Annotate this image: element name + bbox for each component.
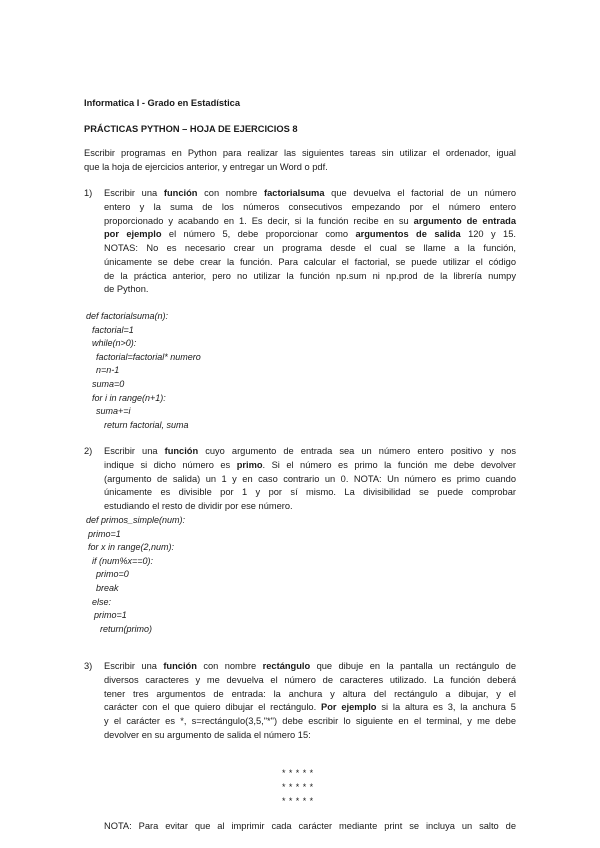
text-line (104, 660, 516, 674)
intro-paragraph (84, 147, 516, 175)
text-line (104, 688, 516, 702)
text-segment: con nombre (196, 661, 263, 671)
exercise-3-note (104, 820, 516, 834)
text-segment: . Si el número es primo la función me debe devolver (262, 459, 516, 470)
terminal-output-example (282, 766, 362, 808)
text-line (104, 242, 516, 256)
bold-term: primo (236, 459, 263, 470)
text-line (104, 228, 516, 242)
bold-term: argumentos de salida (355, 229, 461, 240)
text-segment: tener tres argumentos de entrada: la anchura y altura del rectángulo a dibujar, y el (104, 688, 516, 699)
text-line (104, 674, 516, 688)
code-line: primo=1 (88, 528, 121, 539)
text-segment: el número 5, debe proporcionar como (161, 229, 356, 240)
exercise-number: 3) (84, 661, 93, 671)
text-line (104, 215, 516, 229)
text-line (104, 729, 516, 743)
exercise-statement (104, 187, 516, 297)
code-line: suma=0 (92, 378, 125, 389)
text-line (84, 161, 516, 175)
bold-term: argumento de entrada (413, 215, 516, 226)
code-line: factorial=1 (92, 324, 134, 335)
code-line: def factorialsuma(n): (86, 311, 169, 321)
code-line: def primos_simple(num): (86, 515, 186, 525)
exercise-statement (104, 660, 516, 743)
text-line (104, 500, 516, 514)
text-segment: de la práctica anterior, pero no utilizar la función np.sum ni np.prod de la librería numpy (104, 270, 516, 281)
text-line (104, 270, 516, 284)
code-line: while(n>0): (92, 338, 137, 349)
code-line: if (num%x==0): (92, 555, 154, 566)
text-segment: únicamente es divisible por 1 y por sí mismo. La divisibilidad se puede comprobar (104, 487, 516, 498)
text-segment: si la altura es 3, la anchura 5 (376, 702, 516, 713)
code-line: for i in range(n+1): (92, 392, 166, 403)
text-segment: que la hoja de ejercicios anterior, y entregar un Word o pdf. (84, 161, 328, 172)
bold-term: por ejemplo (104, 229, 162, 240)
code-line: return(primo) (100, 623, 153, 634)
bold-term: factorialsuma (264, 188, 325, 198)
bold-term: función (164, 446, 199, 456)
text-segment: (argumento de salida) un 1 y en caso contrario un 0. NOTA: Un número es primo cuando (104, 473, 516, 484)
text-segment: Escribir una (104, 446, 165, 456)
text-line (84, 147, 516, 161)
code-line: break (96, 582, 119, 593)
code-block-1 (86, 310, 518, 432)
text-line (104, 283, 516, 297)
text-line (104, 473, 516, 487)
text-line (104, 201, 516, 215)
code-line: for x in range(2,num): (88, 542, 175, 553)
code-block-2 (86, 514, 518, 636)
text-line (104, 256, 516, 270)
text-segment: Escribir una (104, 661, 164, 671)
code-line: primo=1 (94, 610, 127, 621)
text-segment: carácter con el que quiero dibujar el rectángulo. (104, 702, 322, 713)
output-line: ***** (282, 768, 317, 778)
text-segment: devolver en su argumento de salida el número 15: (104, 729, 311, 740)
text-line (104, 187, 516, 201)
exercise-number: 1) (84, 188, 93, 198)
text-segment: que dibuje en la pantalla un rectángulo de (310, 661, 516, 671)
code-line: else: (92, 596, 112, 607)
text-segment: con nombre (197, 188, 265, 198)
code-line: primo=0 (96, 569, 129, 580)
text-segment: 120 y 15. (460, 229, 516, 240)
code-line: factorial=factorial* numero (96, 351, 201, 362)
text-line (104, 459, 516, 473)
text-segment: Escribir una (104, 188, 164, 198)
text-segment: y el carácter es *, s=rectángulo(3,5,"*") debe escribir lo siguiente en el terminal, y me debe (104, 716, 516, 726)
worksheet-heading: PRÁCTICAS PYTHON – HOJA DE EJERCICIOS 8 (84, 124, 298, 134)
text-segment: estudiando el resto de dividir por ese número. (104, 501, 293, 511)
bold-term: rectángulo (262, 661, 311, 671)
text-segment: de Python. (104, 284, 149, 295)
bold-term: función (163, 661, 197, 671)
exercise-number: 2) (84, 446, 93, 456)
document-title: Informatica I - Grado en Estadística (84, 98, 241, 108)
code-line: suma+=i (96, 406, 131, 417)
text-segment: indique si dicho número es (104, 459, 237, 470)
output-line: ***** (282, 782, 317, 792)
text-line (104, 715, 516, 729)
output-line: ***** (282, 796, 317, 806)
text-segment: únicamente se debe crear la función. Para calcular el factorial, se puede utilizar el código (104, 256, 516, 267)
text-segment: que devuelva el factorial de un número (324, 188, 516, 198)
text-segment: NOTAS: No es necesario crear un programa desde el cual se llame a la función, (104, 243, 516, 253)
text-segment: proporcionado y acabando en 1. Es decir, si la función recibe en su (104, 215, 414, 226)
exercise-statement (104, 445, 516, 514)
text-line (104, 486, 516, 500)
text-line (104, 445, 516, 459)
text-segment: entero y la suma de los números consecutivos empezando por el número entero (104, 201, 516, 212)
text-segment: cuyo argumento de entrada sea un número entero positivo y nos (198, 446, 516, 456)
text-segment: Escribir programas en Python para realizar las siguientes tareas sin utilizar el ordenador, igual (84, 148, 516, 158)
bold-term: Por ejemplo (321, 702, 377, 713)
code-line: n=n-1 (96, 365, 120, 376)
text-segment: diversos caracteres y me devuelva el número de caracteres utilizado. La función deberá (104, 674, 516, 685)
text-line (104, 701, 516, 715)
note-line: NOTA: Para evitar que al imprimir cada carácter mediante print se incluya un salto de (104, 821, 516, 831)
bold-term: función (163, 188, 198, 198)
code-line: return factorial, suma (104, 419, 189, 430)
